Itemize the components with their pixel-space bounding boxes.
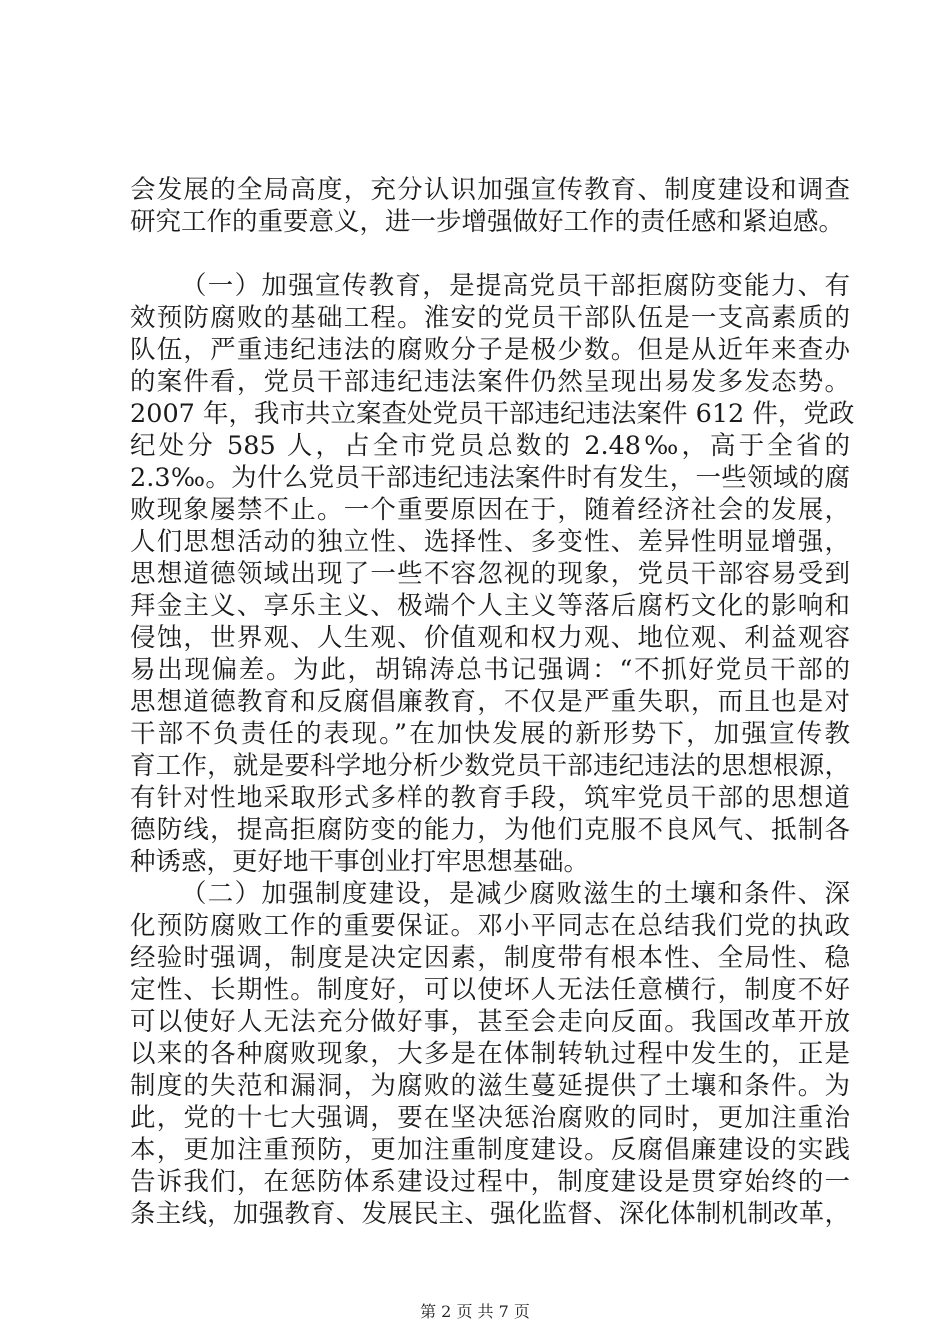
text-line: 2.3‰。为什么党员干部违纪违法案件时有发生，一些领域的腐 [130,463,850,493]
page-number-footer: 第 2 页 共 7 页 [420,1302,530,1321]
paragraph-start-line: （一）加强宣传教育，是提高党员干部拒腐防变能力、有 [181,271,850,301]
text-line: 经验时强调，制度是决定因素，制度带有根本性、全局性、稳 [130,943,850,973]
text-line: 告诉我们，在惩防体系建设过程中，制度建设是贯穿始终的一 [130,1167,850,1197]
text-line: 会发展的全局高度，充分认识加强宣传教育、制度建设和调查 [130,175,850,205]
text-line: 人们思想活动的独立性、选择性、多变性、差异性明显增强， [130,527,850,557]
text-line: 此，党的十七大强调，要在坚决惩治腐败的同时，更加注重治 [130,1103,850,1133]
text-line: 育工作，就是要科学地分析少数党员干部违纪违法的思想根源， [130,751,850,781]
text-line: 思想道德教育和反腐倡廉教育，不仅是严重失职，而且也是对 [130,687,850,717]
text-line: 败现象屡禁不止。一个重要原因在于，随着经济社会的发展， [130,495,850,525]
text-line: 研究工作的重要意义，进一步增强做好工作的责任感和紧迫感。 [130,207,845,237]
text-line: 思想道德领域出现了一些不容忽视的现象，党员干部容易受到 [130,559,850,589]
text-line: 以来的各种腐败现象，大多是在体制转轨过程中发生的，正是 [130,1039,850,1069]
text-line: 效预防腐败的基础工程。淮安的党员干部队伍是一支高素质的 [130,303,850,333]
text-line: 的案件看，党员干部违纪违法案件仍然呈现出易发多发态势。 [130,367,850,397]
text-line: 易出现偏差。为此，胡锦涛总书记强调：“不抓好党员干部的 [130,655,850,685]
text-line: 2007 年，我市共立案查处党员干部违纪违法案件 612 件，党政 [130,399,855,429]
text-line: 制度的失范和漏洞，为腐败的滋生蔓延提供了土壤和条件。为 [130,1071,850,1101]
text-line: 可以使好人无法充分做好事，甚至会走向反面。我国改革开放 [130,1007,850,1037]
text-line: 侵蚀，世界观、人生观、价值观和权力观、地位观、利益观容 [130,623,850,653]
text-line: 纪处分 585 人，占全市党员总数的 2.48‰，高于全省的 [130,431,850,461]
text-line: 有针对性地采取形式多样的教育手段，筑牢党员干部的思想道 [130,783,850,813]
text-line: 条主线，加强教育、发展民主、强化监督、深化体制机制改革， [130,1199,850,1229]
paragraph-start-line: （二）加强制度建设，是减少腐败滋生的土壤和条件、深 [181,879,850,909]
text-line: 定性、长期性。制度好，可以使坏人无法任意横行，制度不好 [130,975,850,1005]
text-line: 拜金主义、享乐主义、极端个人主义等落后腐朽文化的影响和 [130,591,850,621]
text-line: 本，更加注重预防，更加注重制度建设。反腐倡廉建设的实践 [130,1135,850,1165]
text-line: 队伍，严重违纪违法的腐败分子是极少数。但是从近年来查办 [130,335,850,365]
text-line: 干部不负责任的表现。”在加快发展的新形势下，加强宣传教 [130,719,850,749]
text-line: 德防线，提高拒腐防变的能力，为他们克服不良风气、抵制各 [130,815,850,845]
text-line: 化预防腐败工作的重要保证。邓小平同志在总结我们党的执政 [130,911,850,941]
text-line: 种诱惑，更好地干事创业打牢思想基础。 [130,847,590,877]
